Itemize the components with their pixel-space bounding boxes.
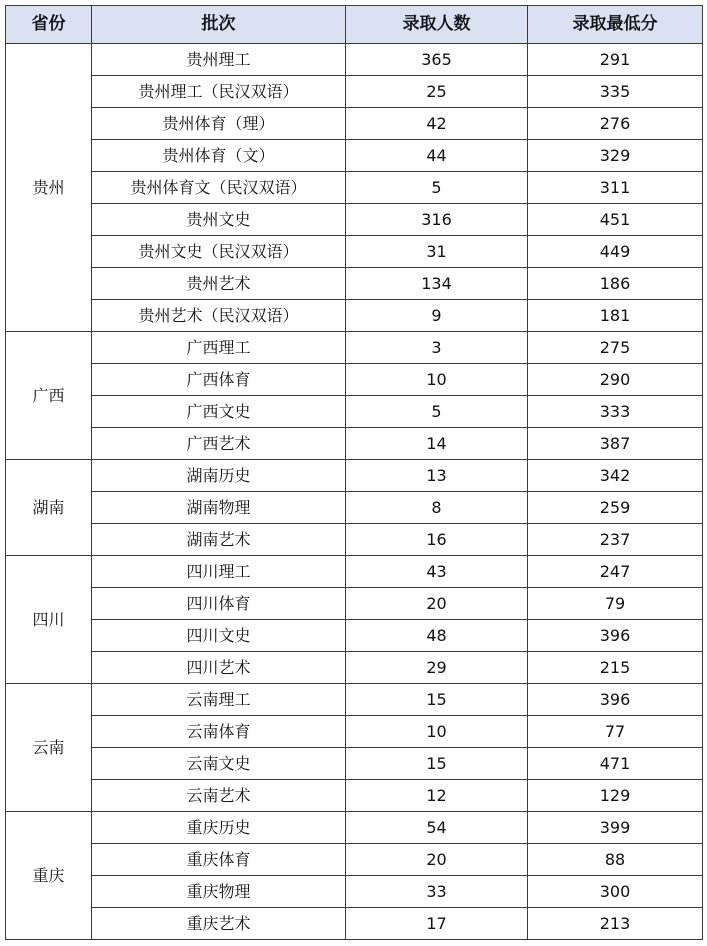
table-row (6, 428, 703, 460)
admitted-count-cell: 20 (346, 588, 528, 620)
min-score-cell: 311 (528, 172, 703, 204)
min-score-cell: 186 (528, 268, 703, 300)
batch-cell: 重庆物理 (92, 876, 346, 908)
batch-cell: 贵州文史 (92, 204, 346, 236)
batch-cell: 贵州体育文（民汉双语） (92, 172, 346, 204)
min-score-cell: 342 (528, 460, 703, 492)
admitted-count-cell: 9 (346, 300, 528, 332)
min-score-cell: 387 (528, 428, 703, 460)
header-batch: 批次 (92, 6, 346, 44)
batch-cell: 四川体育 (92, 588, 346, 620)
min-score-cell: 181 (528, 300, 703, 332)
table-row (6, 76, 703, 108)
admitted-count-cell: 5 (346, 172, 528, 204)
province-cell: 广西 (6, 332, 92, 460)
min-score-cell: 396 (528, 620, 703, 652)
table-row (6, 716, 703, 748)
admitted-count-cell: 16 (346, 524, 528, 556)
min-score-cell: 276 (528, 108, 703, 140)
min-score-cell: 213 (528, 908, 703, 940)
batch-cell: 重庆体育 (92, 844, 346, 876)
table-row (6, 300, 703, 332)
table-row (6, 236, 703, 268)
admitted-count-cell: 17 (346, 908, 528, 940)
header-admitted-count: 录取人数 (346, 6, 528, 44)
admitted-count-cell: 54 (346, 812, 528, 844)
batch-cell: 四川文史 (92, 620, 346, 652)
admitted-count-cell: 20 (346, 844, 528, 876)
table-row (6, 684, 703, 716)
batch-cell: 湖南艺术 (92, 524, 346, 556)
table-row (6, 908, 703, 940)
header-row (6, 6, 703, 44)
table-row (6, 492, 703, 524)
province-cell: 湖南 (6, 460, 92, 556)
header-min-score: 录取最低分 (528, 6, 703, 44)
batch-cell: 云南理工 (92, 684, 346, 716)
admission-table (5, 5, 703, 940)
min-score-cell: 259 (528, 492, 703, 524)
batch-cell: 广西体育 (92, 364, 346, 396)
admitted-count-cell: 10 (346, 364, 528, 396)
table-row (6, 876, 703, 908)
admitted-count-cell: 42 (346, 108, 528, 140)
table-row (6, 108, 703, 140)
batch-cell: 广西文史 (92, 396, 346, 428)
admitted-count-cell: 134 (346, 268, 528, 300)
min-score-cell: 449 (528, 236, 703, 268)
table-row (6, 204, 703, 236)
header-province: 省份 (6, 6, 92, 44)
table-body (6, 44, 703, 940)
admitted-count-cell: 10 (346, 716, 528, 748)
admitted-count-cell: 33 (346, 876, 528, 908)
min-score-cell: 451 (528, 204, 703, 236)
admitted-count-cell: 365 (346, 44, 528, 76)
min-score-cell: 471 (528, 748, 703, 780)
table-row (6, 332, 703, 364)
min-score-cell: 291 (528, 44, 703, 76)
batch-cell: 湖南历史 (92, 460, 346, 492)
batch-cell: 贵州艺术（民汉双语） (92, 300, 346, 332)
min-score-cell: 77 (528, 716, 703, 748)
table-row (6, 44, 703, 76)
province-cell: 四川 (6, 556, 92, 684)
table-row (6, 140, 703, 172)
admitted-count-cell: 48 (346, 620, 528, 652)
min-score-cell: 399 (528, 812, 703, 844)
table-row (6, 812, 703, 844)
min-score-cell: 79 (528, 588, 703, 620)
table-row (6, 556, 703, 588)
batch-cell: 贵州艺术 (92, 268, 346, 300)
min-score-cell: 237 (528, 524, 703, 556)
admitted-count-cell: 8 (346, 492, 528, 524)
batch-cell: 广西理工 (92, 332, 346, 364)
batch-cell: 贵州理工（民汉双语） (92, 76, 346, 108)
min-score-cell: 290 (528, 364, 703, 396)
table-row (6, 844, 703, 876)
table-row (6, 172, 703, 204)
table-row (6, 268, 703, 300)
min-score-cell: 275 (528, 332, 703, 364)
table-row (6, 524, 703, 556)
table-row (6, 396, 703, 428)
min-score-cell: 300 (528, 876, 703, 908)
batch-cell: 云南体育 (92, 716, 346, 748)
province-cell: 贵州 (6, 44, 92, 332)
admitted-count-cell: 44 (346, 140, 528, 172)
batch-cell: 四川艺术 (92, 652, 346, 684)
min-score-cell: 335 (528, 76, 703, 108)
batch-cell: 贵州体育（理） (92, 108, 346, 140)
table-row (6, 364, 703, 396)
admitted-count-cell: 15 (346, 748, 528, 780)
min-score-cell: 129 (528, 780, 703, 812)
table-row (6, 780, 703, 812)
batch-cell: 云南艺术 (92, 780, 346, 812)
admitted-count-cell: 43 (346, 556, 528, 588)
batch-cell: 重庆历史 (92, 812, 346, 844)
province-cell: 云南 (6, 684, 92, 812)
batch-cell: 贵州体育（文） (92, 140, 346, 172)
batch-cell: 湖南物理 (92, 492, 346, 524)
admitted-count-cell: 12 (346, 780, 528, 812)
batch-cell: 四川理工 (92, 556, 346, 588)
admitted-count-cell: 5 (346, 396, 528, 428)
min-score-cell: 329 (528, 140, 703, 172)
table-row (6, 460, 703, 492)
admitted-count-cell: 29 (346, 652, 528, 684)
min-score-cell: 333 (528, 396, 703, 428)
table-row (6, 588, 703, 620)
admitted-count-cell: 316 (346, 204, 528, 236)
batch-cell: 重庆艺术 (92, 908, 346, 940)
table-row (6, 748, 703, 780)
table-row (6, 620, 703, 652)
min-score-cell: 247 (528, 556, 703, 588)
batch-cell: 贵州理工 (92, 44, 346, 76)
admitted-count-cell: 13 (346, 460, 528, 492)
batch-cell: 贵州文史（民汉双语） (92, 236, 346, 268)
min-score-cell: 215 (528, 652, 703, 684)
admitted-count-cell: 31 (346, 236, 528, 268)
admitted-count-cell: 14 (346, 428, 528, 460)
admitted-count-cell: 25 (346, 76, 528, 108)
table-row (6, 652, 703, 684)
province-cell: 重庆 (6, 812, 92, 940)
min-score-cell: 396 (528, 684, 703, 716)
batch-cell: 广西艺术 (92, 428, 346, 460)
admitted-count-cell: 15 (346, 684, 528, 716)
min-score-cell: 88 (528, 844, 703, 876)
admitted-count-cell: 3 (346, 332, 528, 364)
batch-cell: 云南文史 (92, 748, 346, 780)
